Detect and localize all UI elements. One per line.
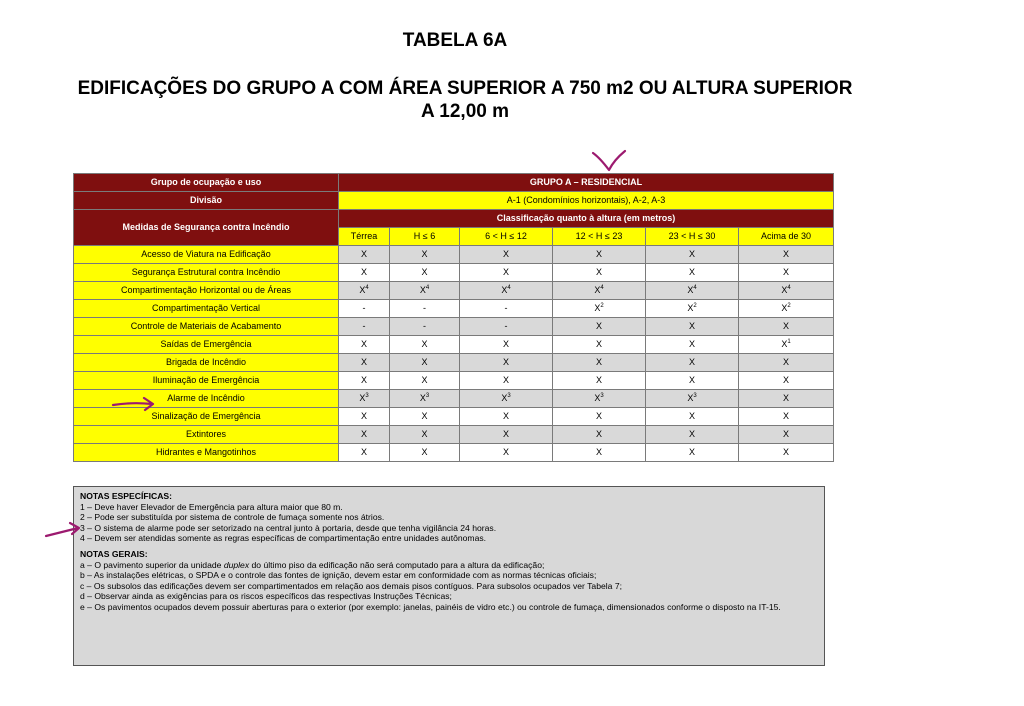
requirement-cell: X [390,372,460,390]
general-note: b – As instalações elétricas, o SPDA e o controle das fontes de ignição, devem estar em conformidade com as normas técnicas oficiais; [80,570,597,581]
requirement-cell: X [339,444,390,462]
note-ref: 4 [600,285,604,291]
requirement-cell: X [553,444,646,462]
note-ref: 4 [365,285,369,291]
division-label: Divisão [74,192,339,210]
requirement-cell: X [553,246,646,264]
requirement-cell: X [460,336,553,354]
requirement-cell: X [460,246,553,264]
arrow-alarme-annotation [113,398,153,410]
requirement-cell: X [553,354,646,372]
requirement-cell: $X^3$ [460,390,553,408]
measure-label: Brigada de Incêndio [74,354,339,372]
requirement-cell: X [646,336,739,354]
requirement-cell: $X^3$ [390,390,460,408]
requirement-cell: X [339,264,390,282]
requirement-cell: X [339,426,390,444]
requirement-cell: $X^2$ [553,300,646,318]
requirement-cell: X [646,408,739,426]
measure-label: Alarme de Incêndio [74,390,339,408]
column-header: H ≤ 6 [390,228,460,246]
requirement-cell: X [646,444,739,462]
note-ref: 2 [600,303,604,309]
measure-label: Sinalização de Emergência [74,408,339,426]
requirement-cell: $X^4$ [646,282,739,300]
requirement-cell: X [390,246,460,264]
requirement-cell: X [339,336,390,354]
arrow-note3-annotation [46,523,79,536]
note-ref: 3 [425,393,430,399]
requirement-cell: X [646,372,739,390]
note-ref: 3 [507,393,511,399]
column-header: 12 < H ≤ 23 [553,228,646,246]
subtitle-line-2: A 12,00 m [420,101,509,122]
requirement-cell: $X^3$ [646,390,739,408]
specific-note: 2 – Pode ser substituída por sistema de controle de fumaça somente nos átrios. [80,512,385,523]
measure-label: Iluminação de Emergência [74,372,339,390]
requirement-cell: $X^2$ [739,300,834,318]
column-header: Térrea [339,228,390,246]
note-ref: 2 [787,303,791,309]
subtitle-line-1: EDIFICAÇÕES DO GRUPO A COM ÁREA SUPERIOR A 750 m2 OU ALTURA SUPERIOR [77,78,853,99]
measures-label: Medidas de Segurança contra Incêndio [74,210,339,246]
measure-label: Saídas de Emergência [74,336,339,354]
requirement-cell: X [553,336,646,354]
group-label: Grupo de ocupação e uso [74,174,339,192]
requirement-cell: - [339,300,390,318]
requirement-cell: - [460,300,553,318]
requirement-cell: X [460,444,553,462]
requirement-cell: X [553,318,646,336]
measure-label: Extintores [74,426,339,444]
general-note: a – O pavimento superior da unidade duplex do último piso da edificação não será computado para a altura da edificação; [80,559,545,570]
requirement-cell: X [339,408,390,426]
group-value: GRUPO A – RESIDENCIAL [339,174,834,192]
requirement-cell: X [553,372,646,390]
column-header: 6 < H ≤ 12 [460,228,553,246]
general-notes-title: NOTAS GERAIS: [80,548,148,559]
requirement-cell: X [739,318,834,336]
division-value: A-1 (Condomínios horizontais), A-2, A-3 [339,192,834,210]
requirement-cell: X [460,408,553,426]
requirement-cell: X [390,444,460,462]
measure-label: Hidrantes e Mangotinhos [74,444,339,462]
column-header: Acima de 30 [739,228,834,246]
note-ref: 4 [787,285,791,291]
general-note: c – Os subsolos das edificações devem ser compartimentados em relação aos demais pisos contíguos. Para subsolos ocupados ver Tabela 7; [80,580,623,591]
requirement-cell: X [553,264,646,282]
requirement-cell: X [646,354,739,372]
requirement-cell: $X^4$ [460,282,553,300]
note-ref: 4 [507,285,511,291]
requirement-cell: X [339,354,390,372]
requirement-cell: X [739,372,834,390]
requirement-cell: X [390,264,460,282]
measure-label: Segurança Estrutural contra Incêndio [74,264,339,282]
specific-note: 4 – Devem ser atendidas somente as regras específicas de compartimentação entre unidades autônomas. [80,533,487,544]
requirement-cell: $X^4$ [739,282,834,300]
general-note: e – Os pavimentos ocupados devem possuir aberturas para o exterior (por exemplo: janelas, painéis de vidro etc.) ou controle de fumaça, dimensionados conforme o disposto na IT-15. [80,601,781,612]
check-arrow-annotation [593,151,625,170]
requirement-cell: X [646,318,739,336]
requirement-cell: X [460,264,553,282]
requirement-cell: X [390,408,460,426]
note-ref: 4 [425,285,430,291]
requirement-cell: X [739,354,834,372]
requirement-cell: $X^2$ [646,300,739,318]
requirement-cell: X [646,426,739,444]
column-header: 23 < H ≤ 30 [646,228,739,246]
measure-label: Controle de Materiais de Acabamento [74,318,339,336]
requirement-cell: X [460,426,553,444]
requirement-cell: $X^3$ [553,390,646,408]
requirement-cell: $X^4$ [339,282,390,300]
requirement-cell: X [739,246,834,264]
requirement-cell: X [739,444,834,462]
note-ref: 3 [693,393,697,399]
measure-label: Acesso de Viatura na Edificação [74,246,339,264]
requirement-cell: X [646,264,739,282]
requirement-cell: X [390,426,460,444]
requirement-cell: X [390,354,460,372]
requirement-cell: - [390,318,460,336]
general-note: d – Observar ainda as exigências para os riscos específicos das respectivas Instruções Técnicas; [80,591,452,602]
requirement-cell: X [739,426,834,444]
note-ref: 3 [600,393,604,399]
requirement-cell: $X^3$ [339,390,390,408]
requirement-cell: X [553,408,646,426]
requirement-cell: X [339,246,390,264]
note-ref: 3 [365,393,369,399]
requirement-cell: - [390,300,460,318]
measure-label: Compartimentação Horizontal ou de Áreas [74,282,339,300]
requirement-cell: X [739,408,834,426]
page-title: TABELA 6A [402,30,508,51]
requirement-cell: X [739,390,834,408]
requirement-cell: X [646,246,739,264]
specific-note: 3 – O sistema de alarme pode ser setorizado na central junto à portaria, desde que tenha vigilância 24 horas. [80,522,497,533]
requirement-cell: $X^4$ [390,282,460,300]
note-ref: 1 [787,339,791,345]
requirement-cell: X [460,372,553,390]
requirement-cell: - [460,318,553,336]
specific-note: 1 – Deve haver Elevador de Emergência para altura maior que 80 m. [80,501,343,512]
requirement-cell: X [390,336,460,354]
requirement-cell: X [339,372,390,390]
requirement-cell: X [553,426,646,444]
requirement-cell: X [460,354,553,372]
note-ref: 2 [693,303,697,309]
specific-notes-title: NOTAS ESPECÍFICAS: [80,491,172,501]
classification-label: Classificação quanto à altura (em metros) [339,210,834,228]
note-ref: 4 [693,285,697,291]
requirement-cell: - [339,318,390,336]
requirement-cell: $X^1$ [739,336,834,354]
measure-label: Compartimentação Vertical [74,300,339,318]
requirement-cell: $X^4$ [553,282,646,300]
requirement-cell: X [739,264,834,282]
